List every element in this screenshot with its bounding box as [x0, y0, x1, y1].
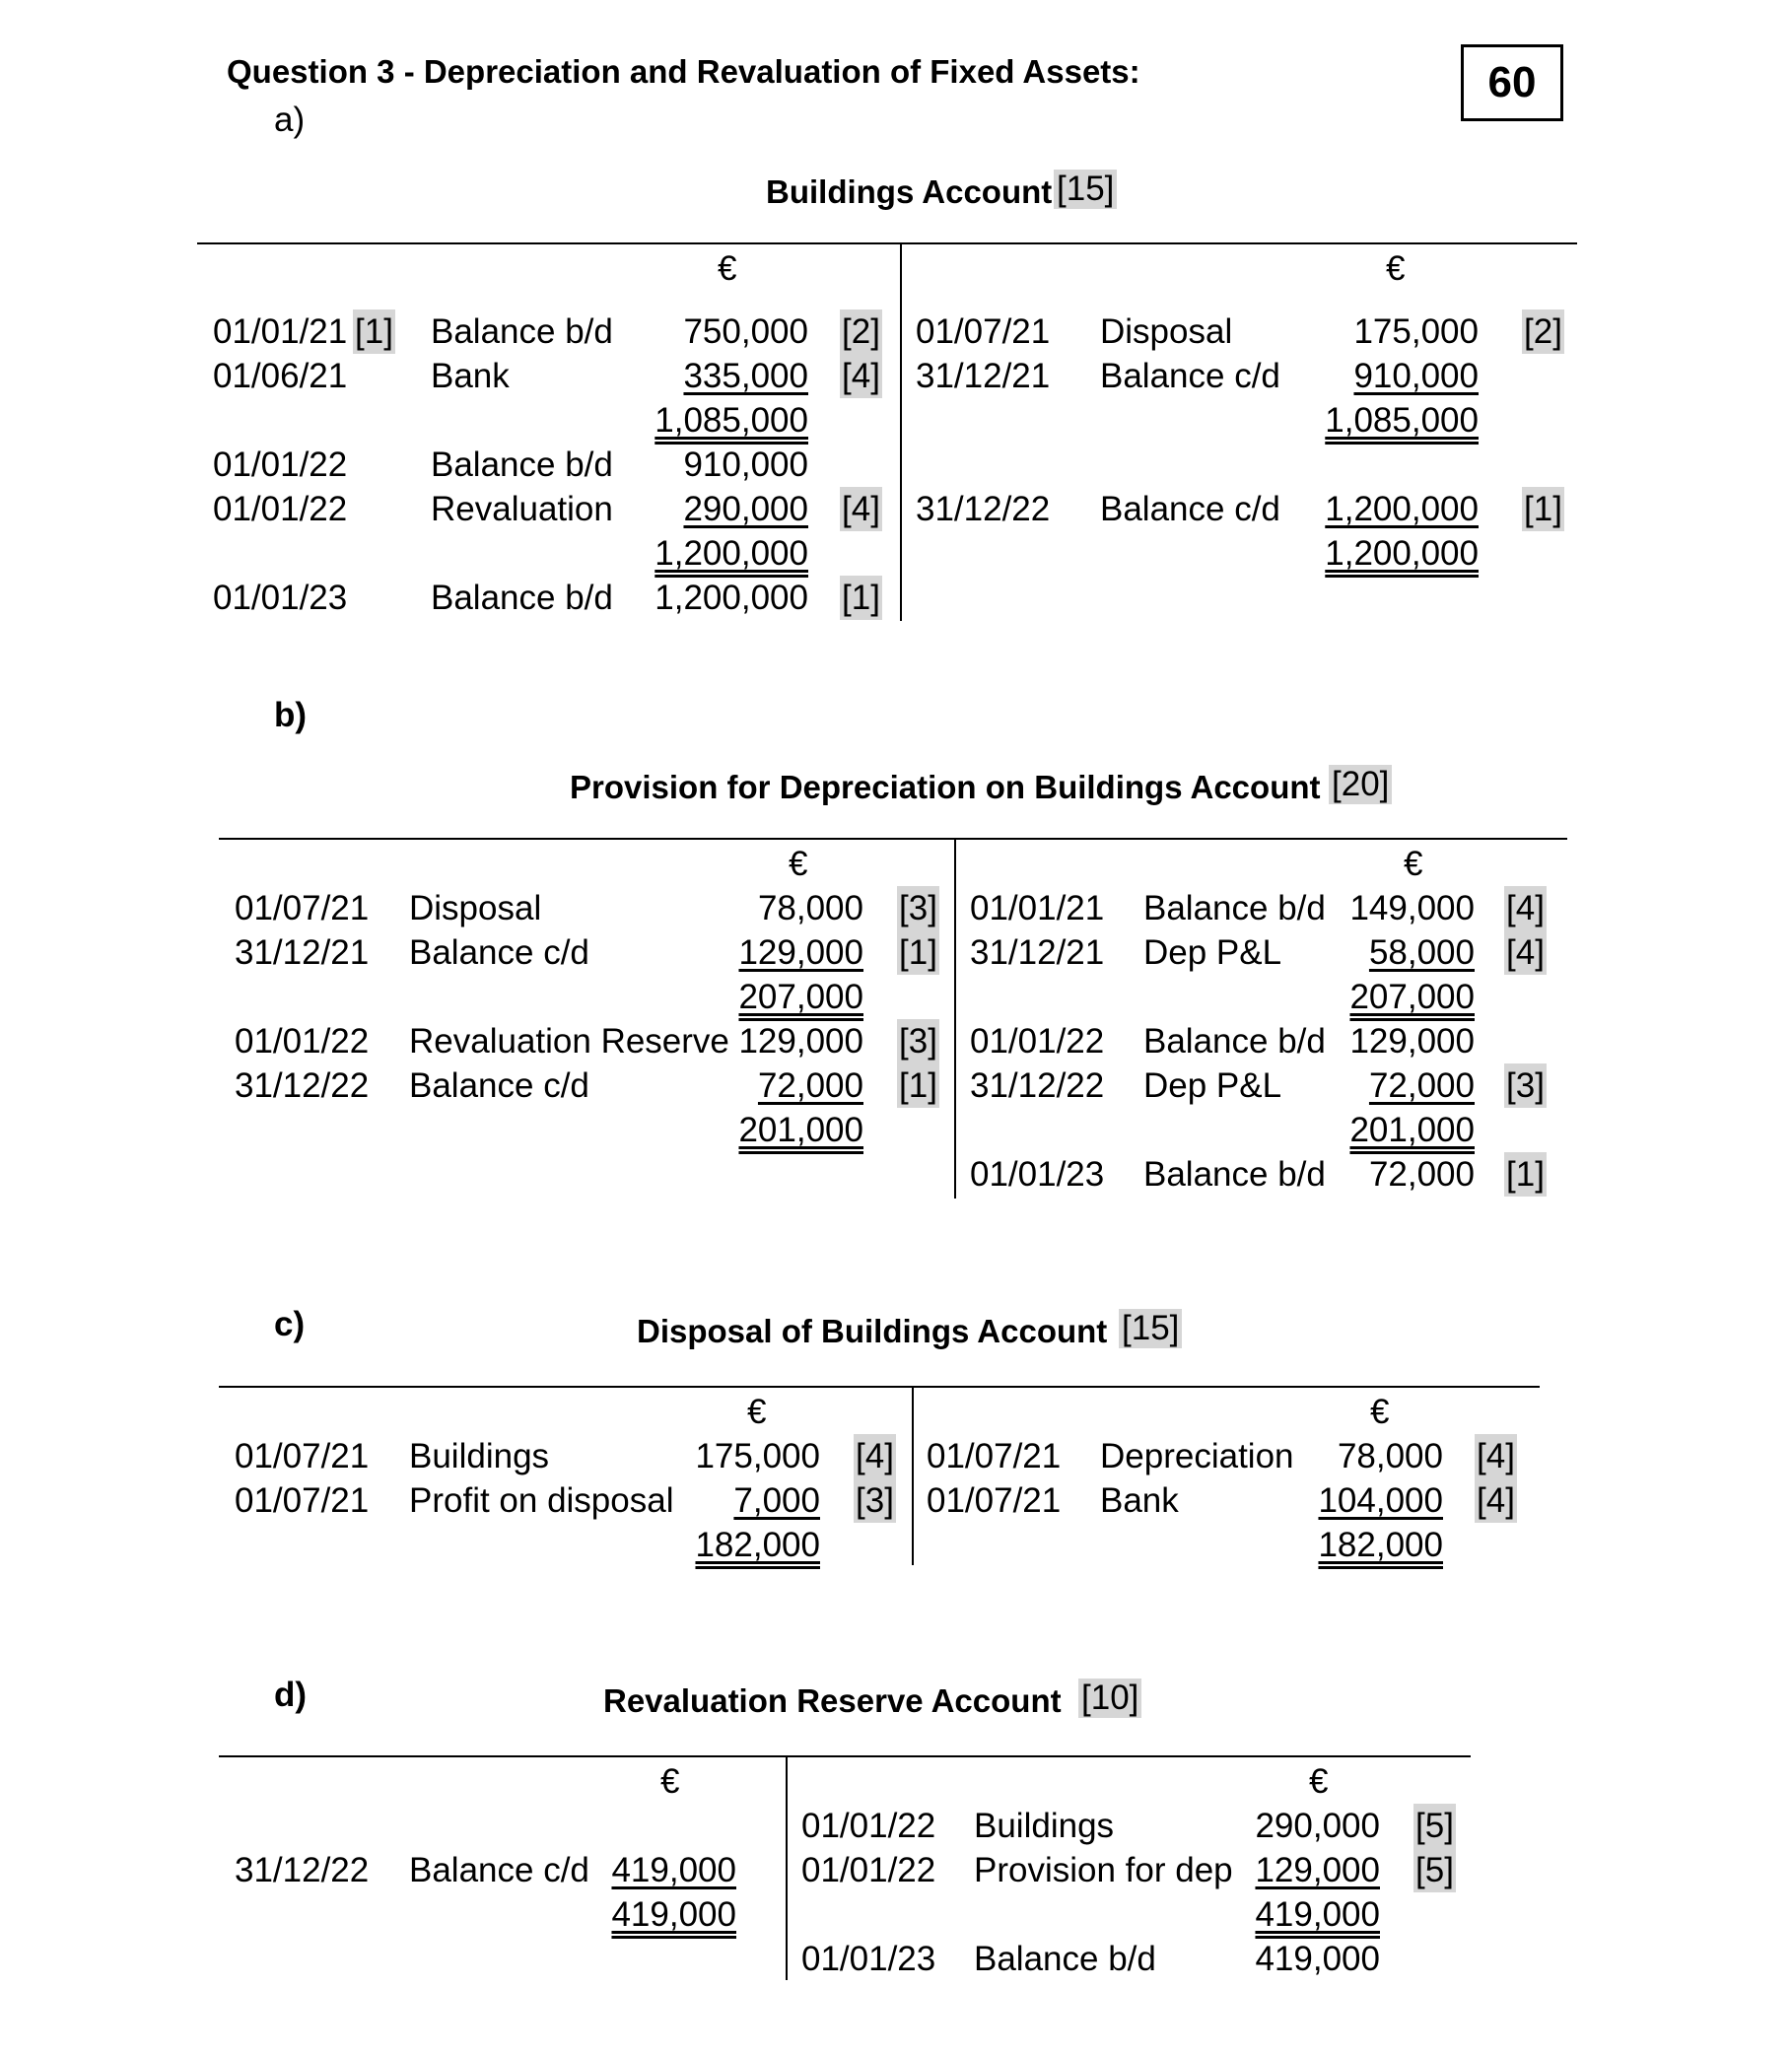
entry-amount: 78,000 — [757, 889, 863, 927]
total-amount-value: 1,200,000 — [655, 534, 808, 573]
entry-amount: 149,000 — [1349, 889, 1475, 927]
entry-description: Balance b/d — [431, 579, 613, 617]
total-amount-value: 201,000 — [1349, 1111, 1475, 1149]
entry-amount: 72,000 — [1368, 1155, 1475, 1194]
total-amount — [1301, 398, 1479, 443]
entry-description: Balance c/d — [1100, 357, 1280, 395]
entry-description: Balance b/d — [431, 312, 613, 351]
currency-header-credit: € — [1404, 845, 1423, 883]
entry-mark: [4] — [854, 1434, 896, 1478]
entry-amount — [706, 930, 863, 975]
entry-amount: 175,000 — [695, 1437, 820, 1475]
total-amount — [579, 1892, 736, 1937]
entry-description: Balance c/d — [409, 1851, 589, 1889]
total-amount — [631, 531, 808, 576]
currency-header-debit: € — [660, 1762, 680, 1801]
entry-amount-value: 129,000 — [738, 933, 863, 972]
entry-mark: [4] — [1475, 1434, 1517, 1478]
entry-amount — [1317, 930, 1475, 975]
entry-description: Revaluation Reserve — [409, 1022, 729, 1061]
entry-amount-value: 290,000 — [683, 490, 808, 528]
entry-date: 31/12/22 — [970, 1066, 1105, 1105]
entry-date: 01/07/21 — [235, 1481, 370, 1520]
entry-mark: [2] — [1522, 309, 1564, 354]
entry-date: 01/01/22 — [801, 1851, 936, 1889]
entry-amount: 129,000 — [1349, 1022, 1475, 1061]
entry-amount — [1317, 1063, 1475, 1108]
entry-amount-value: 419,000 — [611, 1851, 736, 1889]
entry-amount — [1285, 1478, 1443, 1523]
entry-amount — [1301, 487, 1479, 531]
total-amount — [1317, 1108, 1475, 1152]
entry-date: 01/01/23 — [970, 1155, 1105, 1194]
entry-description: Buildings — [409, 1437, 550, 1475]
total-amount-value: 1,200,000 — [1325, 534, 1479, 573]
total-amount-value: 182,000 — [1318, 1526, 1443, 1564]
provision-account-marks: [20] — [1329, 765, 1392, 804]
currency-header-debit: € — [718, 249, 737, 288]
total-amount — [1222, 1892, 1380, 1937]
entry-mark: [3] — [897, 886, 939, 930]
total-amount — [631, 398, 808, 443]
buildings-account-marks: [15] — [1054, 170, 1117, 209]
buildings-account-divider — [900, 242, 902, 621]
buildings-account-title: Buildings Account — [766, 173, 1053, 210]
entry-amount-value: 335,000 — [683, 357, 808, 395]
entry-description: Bank — [431, 357, 510, 395]
entry-mark: [1] — [897, 1063, 939, 1108]
currency-header-debit: € — [747, 1393, 767, 1431]
entry-description: Bank — [1100, 1481, 1179, 1520]
entry-amount-value: 58,000 — [1368, 933, 1475, 972]
entry-mark: [4] — [1504, 930, 1547, 975]
entry-date: 01/07/21 — [916, 312, 1051, 351]
entry-amount: 290,000 — [1255, 1807, 1380, 1845]
entry-description: Revaluation — [431, 490, 613, 528]
total-amount — [1317, 975, 1475, 1019]
entry-mark: [4] — [1475, 1478, 1517, 1523]
entry-amount: 129,000 — [738, 1022, 863, 1061]
entry-amount: 750,000 — [683, 312, 808, 351]
total-amount — [706, 1108, 863, 1152]
revaluation-reserve-marks: [10] — [1078, 1679, 1141, 1718]
entry-description: Balance c/d — [409, 1066, 589, 1105]
currency-header-debit: € — [789, 845, 808, 883]
entry-date: 01/01/21 — [970, 889, 1105, 927]
total-amount-value: 1,085,000 — [1325, 401, 1479, 440]
entry-mark: [1] — [1522, 487, 1564, 531]
entry-mark: [3] — [854, 1478, 896, 1523]
buildings-account-top-rule — [197, 242, 1577, 244]
question-heading: Question 3 - Depreciation and Revaluation of Fixed Assets: — [227, 53, 1140, 90]
entry-date: 01/01/22 — [213, 445, 348, 484]
entry-date: 01/01/22 — [235, 1022, 370, 1061]
part-d-label: d) — [274, 1676, 308, 1714]
entry-amount: 78,000 — [1337, 1437, 1443, 1475]
entry-amount — [579, 1848, 736, 1892]
entry-amount-value: 72,000 — [1368, 1066, 1475, 1105]
entry-amount-value: 1,200,000 — [1325, 490, 1479, 528]
entry-description: Provision for dep — [974, 1851, 1233, 1889]
entry-date: 01/01/22 — [213, 490, 348, 528]
total-amount-value: 1,085,000 — [655, 401, 808, 440]
entry-amount-value: 104,000 — [1318, 1481, 1443, 1520]
entry-amount: 1,200,000 — [655, 579, 808, 617]
entry-description: Balance b/d — [1143, 1022, 1326, 1061]
entry-description: Disposal — [409, 889, 542, 927]
total-amount-value: 182,000 — [695, 1526, 820, 1564]
total-amount — [1301, 531, 1479, 576]
entry-description: Balance b/d — [431, 445, 613, 484]
entry-amount-value: 129,000 — [1255, 1851, 1380, 1889]
total-amount-value: 419,000 — [611, 1895, 736, 1934]
entry-mark: [1] — [897, 930, 939, 975]
entry-mark: [5] — [1413, 1804, 1456, 1848]
entry-date: 01/07/21 — [235, 889, 370, 927]
entry-date: 31/12/22 — [235, 1066, 370, 1105]
entry-date: 01/07/21 — [927, 1437, 1062, 1475]
entry-mark: [1] — [1504, 1152, 1547, 1197]
entry-mark: [1] — [840, 576, 882, 620]
entry-amount: 910,000 — [683, 445, 808, 484]
provision-account-title: Provision for Depreciation on Buildings Account — [570, 769, 1321, 805]
disposal-account-title: Disposal of Buildings Account — [637, 1313, 1108, 1349]
part-b-label: b) — [274, 696, 308, 734]
total-amount — [706, 975, 863, 1019]
entry-mark: [5] — [1413, 1848, 1456, 1892]
entry-date: 01/07/21 — [235, 1437, 370, 1475]
entry-amount-value: 7,000 — [733, 1481, 820, 1520]
total-amount-value: 419,000 — [1255, 1895, 1380, 1934]
entry-mark: [4] — [840, 354, 882, 398]
entry-amount — [631, 487, 808, 531]
currency-header-credit: € — [1386, 249, 1406, 288]
total-amount-value: 207,000 — [1349, 978, 1475, 1016]
entry-description: Balance c/d — [409, 933, 589, 972]
entry-amount-value: 910,000 — [1353, 357, 1479, 395]
revaluation-reserve-divider — [786, 1755, 788, 1980]
provision-account-divider — [954, 838, 956, 1199]
entry-description: Dep P&L — [1143, 933, 1282, 972]
entry-mark: [4] — [840, 487, 882, 531]
entry-amount — [1301, 354, 1479, 398]
entry-description: Balance b/d — [1143, 1155, 1326, 1194]
entry-date: 01/01/23 — [801, 1940, 936, 1978]
entry-date: 01/01/23 — [213, 579, 348, 617]
total-marks-box: 60 — [1461, 44, 1563, 121]
entry-date: 01/01/22 — [801, 1807, 936, 1845]
entry-date: 31/12/21 — [970, 933, 1105, 972]
entry-description: Buildings — [974, 1807, 1115, 1845]
entry-date: 01/01/21 — [213, 312, 348, 351]
entry-mark: [4] — [1504, 886, 1547, 930]
disposal-account-marks: [15] — [1119, 1309, 1182, 1348]
entry-amount — [631, 354, 808, 398]
entry-amount — [662, 1478, 820, 1523]
entry-description: Depreciation — [1100, 1437, 1294, 1475]
part-c-label: c) — [274, 1305, 306, 1343]
entry-date: 01/07/21 — [927, 1481, 1062, 1520]
entry-amount: 175,000 — [1353, 312, 1479, 351]
entry-date: 01/06/21 — [213, 357, 348, 395]
revaluation-reserve-top-rule — [219, 1755, 1471, 1757]
entry-mark: [1] — [353, 309, 395, 354]
entry-description: Profit on disposal — [409, 1481, 674, 1520]
entry-amount: 419,000 — [1255, 1940, 1380, 1978]
entry-date: 31/12/22 — [916, 490, 1051, 528]
entry-mark: [3] — [897, 1019, 939, 1063]
total-amount — [1285, 1523, 1443, 1567]
entry-amount-value: 72,000 — [757, 1066, 863, 1105]
entry-description: Balance b/d — [1143, 889, 1326, 927]
entry-amount — [1222, 1848, 1380, 1892]
entry-amount — [706, 1063, 863, 1108]
disposal-account-divider — [912, 1386, 914, 1565]
total-amount — [662, 1523, 820, 1567]
entry-description: Disposal — [1100, 312, 1233, 351]
entry-description: Balance c/d — [1100, 490, 1280, 528]
total-amount-value: 207,000 — [738, 978, 863, 1016]
entry-date: 01/01/22 — [970, 1022, 1105, 1061]
entry-date: 31/12/22 — [235, 1851, 370, 1889]
entry-description: Balance b/d — [974, 1940, 1156, 1978]
currency-header-credit: € — [1309, 1762, 1329, 1801]
currency-header-credit: € — [1370, 1393, 1390, 1431]
entry-mark: [2] — [840, 309, 882, 354]
entry-description: Dep P&L — [1143, 1066, 1282, 1105]
entry-date: 31/12/21 — [916, 357, 1051, 395]
entry-mark: [3] — [1504, 1063, 1547, 1108]
part-a-label: a) — [274, 101, 306, 139]
entry-date: 31/12/21 — [235, 933, 370, 972]
provision-account-top-rule — [219, 838, 1567, 840]
disposal-account-top-rule — [219, 1386, 1540, 1388]
total-amount-value: 201,000 — [738, 1111, 863, 1149]
revaluation-reserve-title: Revaluation Reserve Account — [603, 1682, 1062, 1719]
